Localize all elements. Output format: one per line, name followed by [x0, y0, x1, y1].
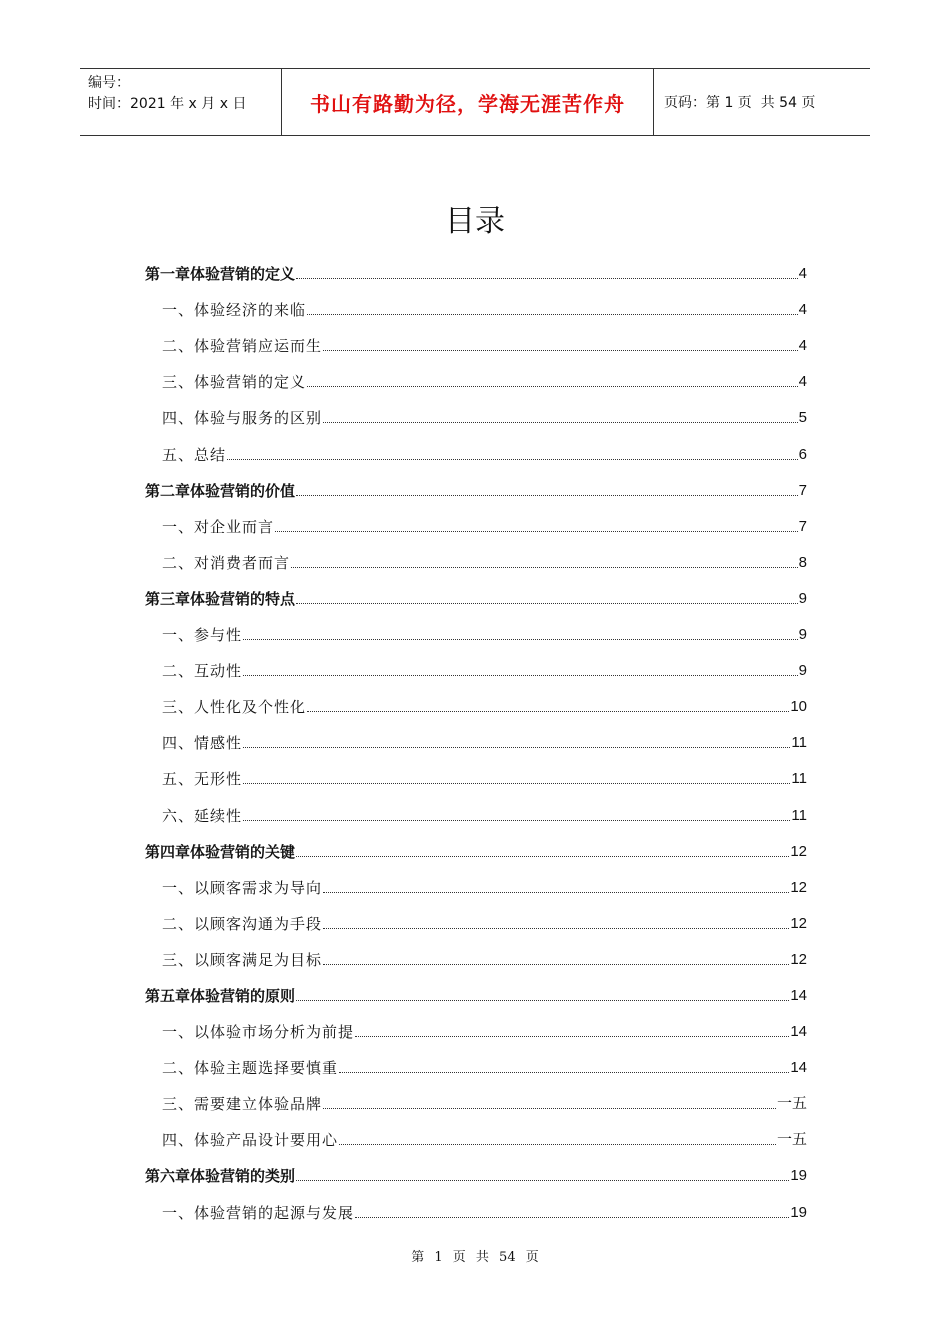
toc-entry-label: 二、互动性 [162, 662, 243, 681]
toc-entry-page: 7 [798, 481, 807, 499]
toc-entry-label: 五、总结 [162, 445, 227, 464]
toc-entry-page: 4 [798, 265, 807, 283]
toc-section-entry[interactable] [145, 1005, 807, 1041]
toc-section-entry[interactable] [145, 500, 807, 536]
toc-entry-label: 二、体验营销应运而生 [162, 337, 323, 356]
toc-dot-leader [296, 1000, 789, 1001]
toc-dot-leader [296, 278, 798, 279]
document-header [80, 68, 870, 136]
toc-section-entry[interactable] [145, 861, 807, 897]
toc-section-entry[interactable] [145, 355, 807, 391]
toc-entry-page: 12 [790, 914, 807, 932]
toc-entry-page: 9 [798, 662, 807, 680]
toc-dot-leader [243, 675, 798, 676]
toc-dot-leader [323, 350, 798, 351]
toc-entry-label: 一、对企业而言 [162, 517, 275, 536]
toc-section-entry[interactable] [145, 283, 807, 319]
time-label: 时间：2021 年 x 月 x 日 [88, 96, 247, 112]
toc-entry-page: 4 [798, 301, 807, 319]
toc-entry-label: 第四章体验营销的关键 [145, 842, 296, 861]
toc-entry-page: 14 [790, 986, 807, 1004]
toc-entry-page: 6 [798, 445, 807, 463]
toc-entry-page: 10 [790, 698, 807, 716]
toc-section-entry[interactable] [145, 933, 807, 969]
toc-dot-leader [339, 1072, 789, 1073]
toc-dot-leader [296, 495, 798, 496]
toc-chapter-entry[interactable] [145, 825, 807, 861]
toc-dot-leader [323, 422, 798, 423]
toc-entry-label: 第六章体验营销的类别 [145, 1167, 296, 1186]
toc-entry-page: 5 [798, 409, 807, 427]
toc-section-entry[interactable] [145, 1113, 807, 1149]
toc-dot-leader [355, 1217, 789, 1218]
toc-entry-page: 9 [798, 589, 807, 607]
toc-dot-leader [243, 783, 790, 784]
toc-section-entry[interactable] [145, 427, 807, 463]
toc-section-entry[interactable] [145, 644, 807, 680]
toc-entry-page: 14 [790, 1059, 807, 1077]
page-info: 页码：第 1 页 共 54 页 [664, 95, 816, 111]
toc-dot-leader [243, 820, 790, 821]
toc-dot-leader [339, 1144, 776, 1145]
toc-entry-label: 一、以顾客需求为导向 [162, 878, 323, 897]
toc-chapter-entry[interactable] [145, 1149, 807, 1185]
table-of-contents [145, 247, 807, 1222]
toc-entry-label: 二、体验主题选择要慎重 [162, 1059, 339, 1078]
toc-entry-page: 11 [791, 734, 807, 752]
toc-entry-page: 19 [790, 1203, 807, 1221]
toc-entry-page: 11 [791, 806, 807, 824]
toc-entry-label: 三、人性化及个性化 [162, 698, 307, 717]
toc-dot-leader [227, 459, 798, 460]
toc-entry-label: 六、延续性 [162, 806, 243, 825]
toc-entry-label: 四、体验与服务的区别 [162, 409, 323, 428]
header-page-cell [654, 69, 870, 135]
toc-dot-leader [291, 567, 798, 568]
toc-section-entry[interactable] [145, 1077, 807, 1113]
toc-entry-label: 三、以顾客满足为目标 [162, 950, 323, 969]
toc-dot-leader [323, 892, 789, 893]
toc-dot-leader [296, 856, 789, 857]
toc-entry-page: 19 [790, 1167, 807, 1185]
toc-entry-label: 三、需要建立体验品牌 [162, 1095, 323, 1114]
toc-dot-leader [307, 314, 798, 315]
toc-section-entry[interactable] [145, 1041, 807, 1077]
toc-dot-leader [323, 964, 789, 965]
motto-text: 书山有路勤为径，学海无涯苦作舟 [310, 91, 625, 116]
toc-dot-leader [355, 1036, 789, 1037]
toc-section-entry[interactable] [145, 319, 807, 355]
toc-entry-label: 二、对消费者而言 [162, 553, 291, 572]
number-label: 编号： [88, 75, 130, 91]
toc-section-entry[interactable] [145, 1185, 807, 1221]
toc-dot-leader [275, 531, 798, 532]
toc-entry-label: 一、以体验市场分析为前提 [162, 1023, 355, 1042]
toc-section-entry[interactable] [145, 752, 807, 788]
toc-entry-page: 8 [798, 553, 807, 571]
toc-entry-page: 11 [791, 770, 807, 788]
toc-dot-leader [243, 747, 790, 748]
toc-entry-page: 12 [790, 950, 807, 968]
toc-dot-leader [307, 711, 789, 712]
toc-entry-page: 4 [798, 337, 807, 355]
toc-entry-page: 9 [798, 626, 807, 644]
toc-entry-label: 四、体验产品设计要用心 [162, 1131, 339, 1150]
toc-dot-leader [323, 928, 789, 929]
toc-entry-label: 四、情感性 [162, 734, 243, 753]
toc-entry-label: 一、参与性 [162, 626, 243, 645]
toc-section-entry[interactable] [145, 680, 807, 716]
header-meta [80, 69, 282, 135]
toc-entry-label: 第二章体验营销的价值 [145, 481, 296, 500]
toc-section-entry[interactable] [145, 897, 807, 933]
toc-section-entry[interactable] [145, 536, 807, 572]
toc-entry-page: 7 [798, 517, 807, 535]
toc-entry-label: 三、体验营销的定义 [162, 373, 307, 392]
toc-dot-leader [243, 639, 798, 640]
toc-dot-leader [296, 1180, 789, 1181]
toc-chapter-entry[interactable] [145, 464, 807, 500]
toc-entry-page: 一五 [776, 1131, 807, 1149]
toc-entry-page: 14 [790, 1023, 807, 1041]
toc-dot-leader [323, 1108, 776, 1109]
toc-entry-label: 第五章体验营销的原则 [145, 986, 296, 1005]
header-motto-cell [282, 69, 654, 135]
toc-section-entry[interactable] [145, 788, 807, 824]
toc-entry-page: 12 [790, 842, 807, 860]
toc-entry-label: 一、体验经济的来临 [162, 301, 307, 320]
toc-section-entry[interactable] [145, 391, 807, 427]
toc-dot-leader [296, 603, 798, 604]
toc-title: 目录 [445, 204, 505, 239]
toc-entry-page: 一五 [776, 1095, 807, 1113]
toc-chapter-entry[interactable] [145, 969, 807, 1005]
toc-section-entry[interactable] [145, 716, 807, 752]
toc-section-entry[interactable] [145, 608, 807, 644]
toc-chapter-entry[interactable] [145, 572, 807, 608]
toc-entry-page: 4 [798, 373, 807, 391]
page-footer: 第 1 页 共 54 页 [411, 1250, 539, 1265]
toc-chapter-entry[interactable] [145, 247, 807, 283]
toc-entry-page: 12 [790, 878, 807, 896]
toc-entry-label: 二、以顾客沟通为手段 [162, 914, 323, 933]
toc-entry-label: 五、无形性 [162, 770, 243, 789]
toc-entry-label: 第一章体验营销的定义 [145, 265, 296, 284]
toc-dot-leader [307, 386, 798, 387]
toc-entry-label: 一、体验营销的起源与发展 [162, 1203, 355, 1222]
toc-entry-label: 第三章体验营销的特点 [145, 589, 296, 608]
